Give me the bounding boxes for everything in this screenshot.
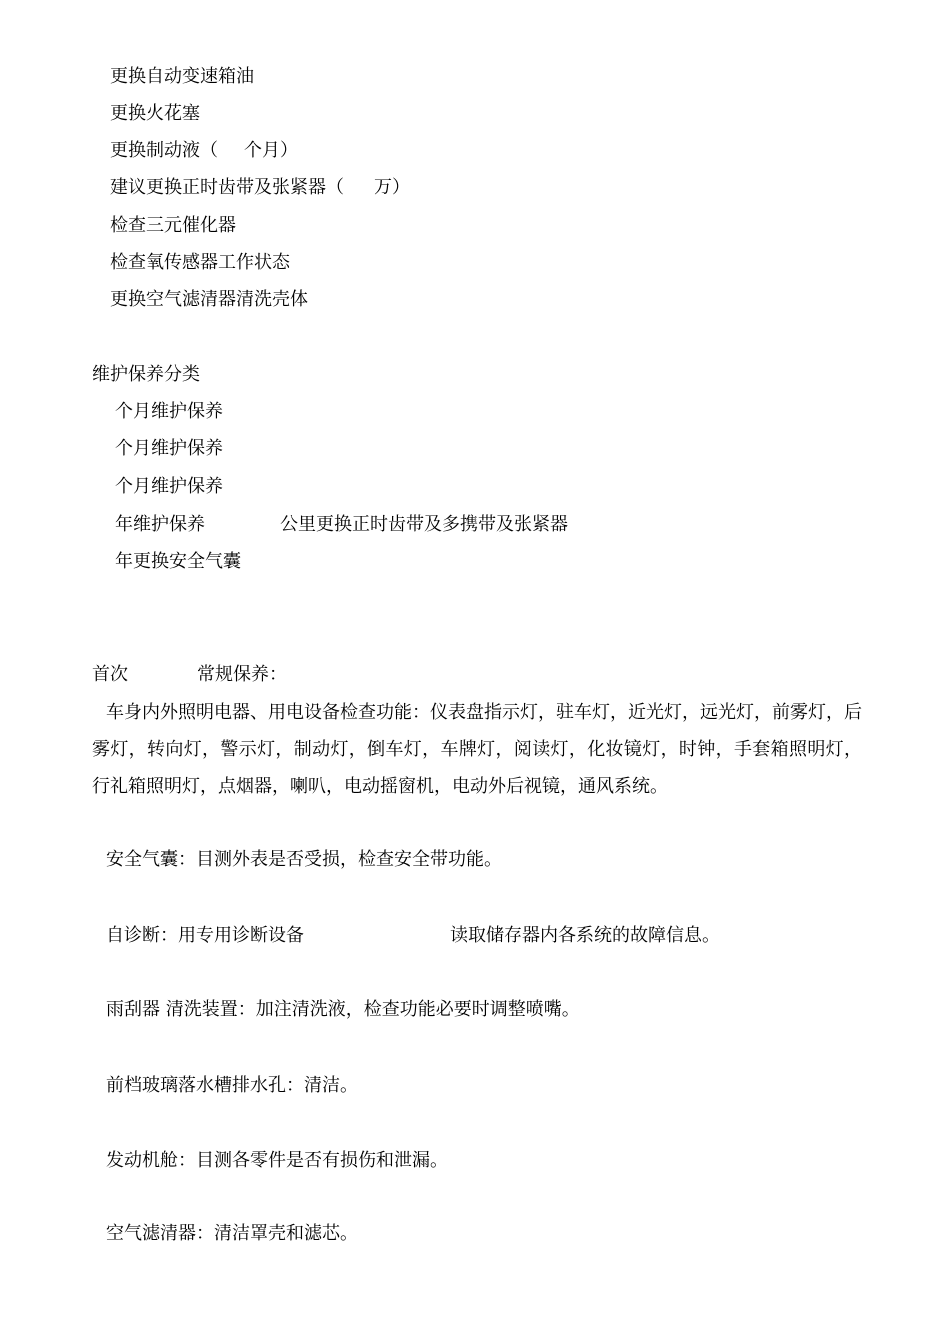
brake-fluid-suffix: 个月） xyxy=(244,140,298,161)
list-item: 检查氧传感器工作状态 xyxy=(110,252,290,273)
list-item: 年维护保养 xyxy=(115,514,205,535)
list-item xyxy=(110,176,410,200)
section-heading: 维护保养分类 xyxy=(92,364,200,385)
list-item: 个月维护保养 xyxy=(115,438,223,459)
list-item: 检查三元催化器 xyxy=(110,215,236,236)
list-item: 个月维护保养 xyxy=(115,476,223,497)
brake-fluid-label: 更换制动液（ xyxy=(110,140,218,161)
air-filter-check: 空气滤清器：清洁罩壳和滤芯。 xyxy=(106,1223,358,1244)
diagnosis-check-cont: 读取储存器内各系统的故障信息。 xyxy=(450,925,720,946)
list-item: 个月维护保养 xyxy=(115,401,223,422)
timing-belt-label: 建议更换正时齿带及张紧器（ xyxy=(110,177,344,198)
list-item: 更换空气滤清器清洗壳体 xyxy=(110,289,308,310)
engine-bay-check: 发动机舱：目测各零件是否有损伤和泄漏。 xyxy=(106,1150,448,1171)
airbag-check: 安全气囊：目测外表是否受损，检查安全带功能。 xyxy=(106,849,502,870)
drain-check: 前档玻璃落水槽排水孔：清洁。 xyxy=(106,1075,358,1096)
annual-note: 公里更换正时齿带及多携带及张紧器 xyxy=(280,514,568,535)
list-item: 更换自动变速箱油 xyxy=(110,66,254,87)
diagnosis-check: 自诊断：用专用诊断设备 xyxy=(106,925,304,946)
wiper-check: 雨刮器 清洗装置：加注清洗液，检查功能必要时调整喷嘴。 xyxy=(106,999,580,1020)
lighting-check-paragraph: 车身内外照明电器、用电设备检查功能：仪表盘指示灯，驻车灯，近光灯，远光灯，前雾灯，后雾灯，转向灯，警示灯，制动灯，倒车灯，车牌灯，阅读灯，化妆镜灯，时钟，手套箱照明灯，行礼箱照明灯，点烟器，喇叭，电动摇窗机，电动外后视镜，通风系统。 xyxy=(92,702,862,797)
timing-belt-suffix: 万） xyxy=(374,177,410,198)
first-service-title: 常规保养： xyxy=(197,664,287,685)
list-item: 更换火花塞 xyxy=(110,103,200,124)
first-service-label: 首次 xyxy=(92,664,128,685)
list-item: 年更换安全气囊 xyxy=(115,551,241,572)
list-item xyxy=(110,139,298,163)
